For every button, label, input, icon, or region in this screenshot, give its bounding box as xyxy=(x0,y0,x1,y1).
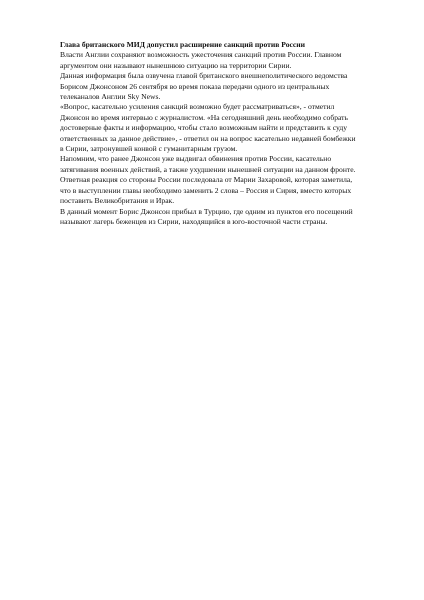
article-title: Глава британского МИД допустил расширение санкций против России xyxy=(60,40,305,49)
paragraph-1: Власти Англии сохраняют возможность ужесточения санкций против России. Главном аргументом они называют нынешнюю ситуацию на территории Сирии. xyxy=(60,50,342,70)
paragraph-5: В данный момент Борис Джонсон прибыл в Турцию, где одним из пунктов его посещений называют лагерь беженцев из Сирии, находящийся в юго-восточной части страны. xyxy=(60,206,353,226)
paragraph-3: «Вопрос, касательно усиления санкций возможно будет рассматриваться», - отметил Джонсон во время интервью с журналистом. «На сегодняшний день необходимо собрать достоверные факты и информацию, чтобы стало возможным найти и представить к суду ответственных за данное действие», - ответил он на вопрос касательно недавней бомбежки в Сирии, затронувшей конвой с гуманитарным грузом. xyxy=(60,102,356,154)
paragraph-2: Данная информация была озвучена главой британского внешнеполитического ведомства Борисом Джонсоном 26 сентября во время показа передачи одного из центральных телеканалов Англии Sky News. xyxy=(60,71,348,102)
paragraph-4: Напомним, что ранее Джонсон уже выдвигал обвинения против России, касательно затягивания военных действий, а также ухудшении нынешней ситуации на данном фронте. Ответная реакция со стороны России последовала от Марии Захаровой, которая заметила, что в выступлении главы необходимо заменить 2 слова – Россия и Сирия, вместо которых поставить Великобритания и Ирак. xyxy=(60,154,356,206)
document-body xyxy=(60,40,360,227)
